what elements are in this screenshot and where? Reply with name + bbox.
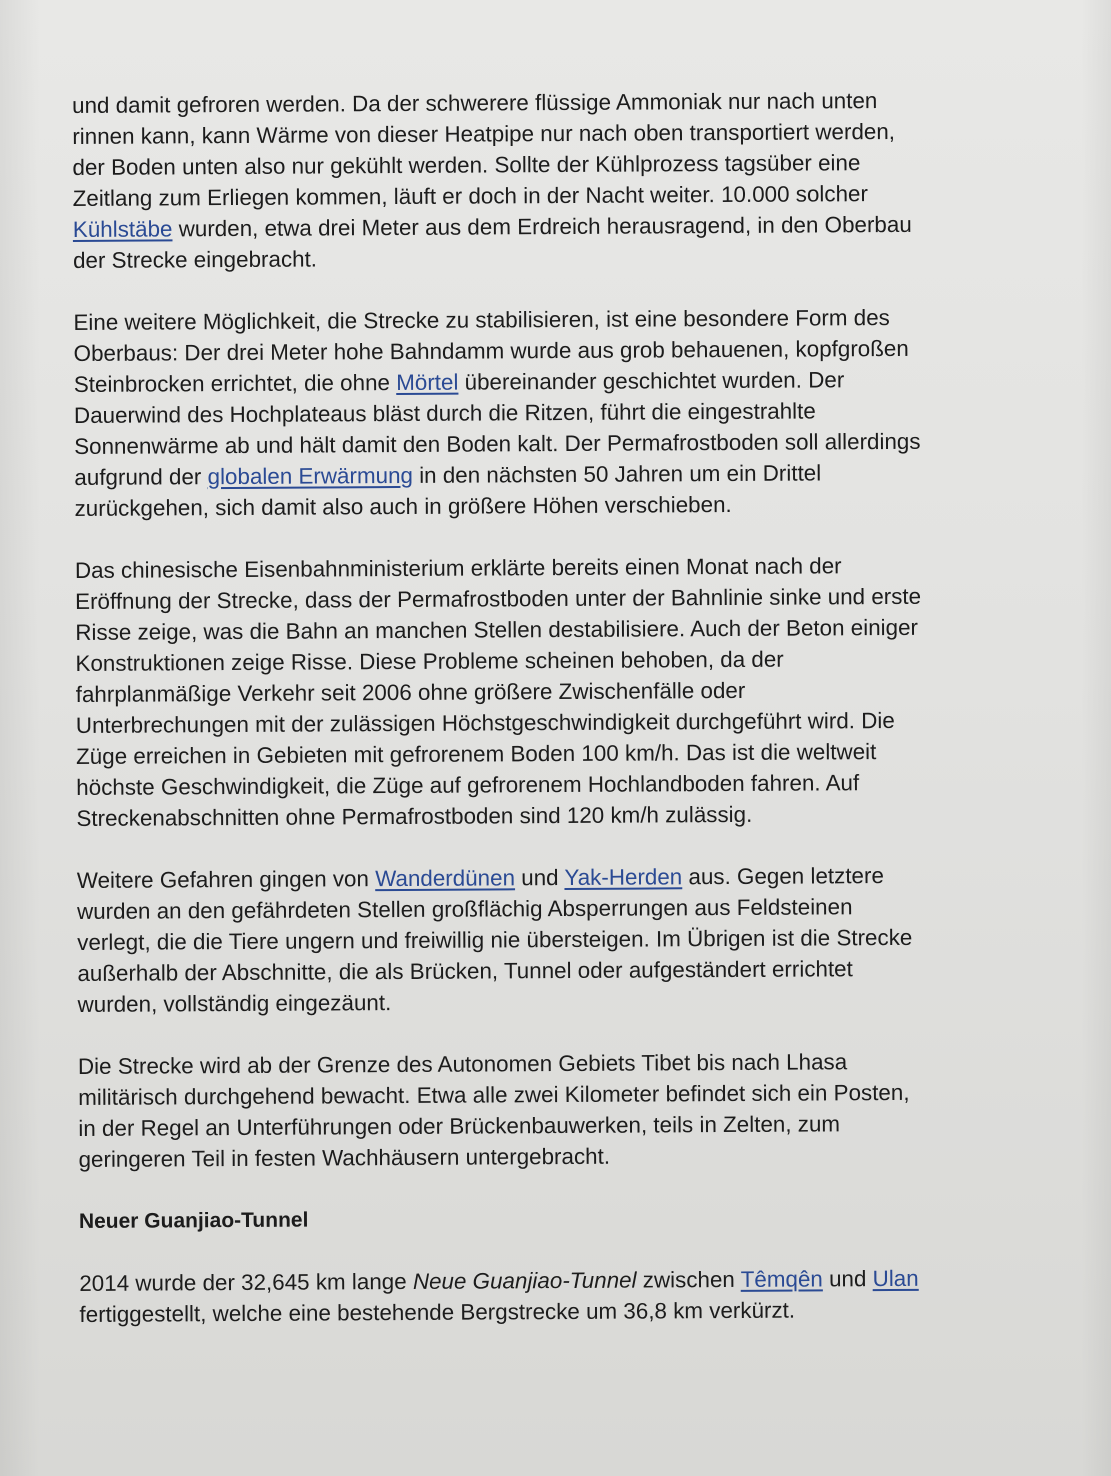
text-run: Konstruktionen zeige Risse. Diese Probleme scheinen behoben, da der <box>75 646 784 676</box>
text-run: geringeren Teil in festen Wachhäusern untergebracht. <box>78 1143 611 1172</box>
text-line <box>75 611 1060 648</box>
text-run: Weitere Gefahren gingen von <box>76 866 376 893</box>
paragraph <box>77 859 1063 1020</box>
link-yak-herden[interactable]: Yak-Herden <box>564 864 683 891</box>
text-run: in der Regel an Unterführungen oder Brückenbauwerken, teils in Zelten, zum <box>78 1111 841 1141</box>
text-run: Streckenabschnitten ohne Permafrostboden sind 120 km/h zulässig. <box>76 801 753 831</box>
text-run: verlegt, die die Tiere ungern und freiwillig nie übersteigen. Im Übrigen ist die Strecke <box>77 924 913 955</box>
text-run: der Boden unten also nur gekühlt werden. Sollte der Kühlprozess tagsüber eine <box>72 150 861 180</box>
link-wanderduenen[interactable]: Wanderdünen <box>375 865 516 892</box>
text-run: zwischen <box>636 1266 741 1293</box>
paragraph <box>75 549 1062 834</box>
text-run: höchste Geschwindigkeit, die Züge auf gefrorenem Hochlandboden fahren. Auf <box>76 770 860 800</box>
text-run: 2014 wurde der 32,645 km lange <box>79 1268 413 1296</box>
text-run: Steinbrocken errichtet, die ohne <box>73 370 397 397</box>
link-moertel[interactable]: Mörtel <box>396 369 459 396</box>
text-run: wurden an den gefährdeten Stellen großflächig Absperrungen aus Feldsteinen <box>76 894 853 924</box>
text-run: aus. Gegen letztere <box>682 863 884 890</box>
article-body <box>72 84 1065 1361</box>
text-run: Zeitlang zum Erliegen kommen, läuft er doch in der Nacht weiter. 10.000 solcher <box>72 181 869 211</box>
text-run: außerhalb der Abschnitte, die als Brücken, Tunnel oder aufgeständert errichtet <box>77 956 853 986</box>
text-run: und <box>514 865 565 891</box>
text-run: zurückgehen, sich damit also auch in größere Höhen verschieben. <box>74 491 732 521</box>
link-kuehlstaebe[interactable]: Kühlstäbe <box>72 216 173 242</box>
paragraph <box>72 84 1058 276</box>
text-run: wurden, etwa drei Meter aus dem Erdreich herausragend, in den Oberbau <box>172 211 912 242</box>
text-line <box>73 208 1058 245</box>
paragraph <box>73 301 1059 524</box>
section-heading: Neuer Guanjiao-Tunnel <box>78 1208 309 1233</box>
page-shadow-left <box>0 0 40 1476</box>
link-t-mq-n[interactable]: Têmqên <box>740 1266 823 1292</box>
text-run: Eine weitere Möglichkeit, die Strecke zu stabilisieren, ist eine besondere Form des <box>73 305 890 335</box>
text-line <box>74 425 1059 462</box>
text-run: Das chinesische Eisenbahnministerium erklärte bereits einen Monat nach der <box>74 553 842 583</box>
text-line <box>78 1138 1063 1175</box>
text-line <box>74 487 1059 524</box>
page-shadow-right <box>1081 0 1111 1476</box>
text-run: Sonnenwärme ab und hält damit den Boden kalt. Der Permafrostboden soll allerdings <box>74 428 921 459</box>
text-run: fertiggestellt, welche eine bestehende Bergstrecke um 36,8 km verkürzt. <box>79 1297 796 1327</box>
text-run: und damit gefroren werden. Da der schwerere flüssige Ammoniak nur nach unten <box>72 88 878 118</box>
text-run: fahrplanmäßige Verkehr seit 2006 ohne größere Zwischenfälle oder <box>75 677 746 707</box>
link-ulan[interactable]: Ulan <box>872 1265 919 1292</box>
text-run: aufgrund der <box>74 464 208 490</box>
text-run: Oberbaus: Der drei Meter hohe Bahndamm wurde aus grob behauenen, kopfgroßen <box>73 335 909 366</box>
text-run: Unterbrechungen mit der zulässigen Höchstgeschwindigkeit durchgeführt wird. Die <box>75 707 895 738</box>
text-run: wurden, vollständig eingezäunt. <box>77 990 392 1017</box>
text-run: und <box>822 1266 873 1292</box>
text-run: in den nächsten 50 Jahren um ein Drittel <box>412 460 822 488</box>
text-line <box>77 983 1062 1020</box>
link-globalen-erwaermung[interactable]: globalen Erwärmung <box>207 462 414 490</box>
paragraph <box>78 1045 1064 1175</box>
emphasis-text: Neue Guanjiao-Tunnel <box>412 1267 637 1294</box>
text-line <box>79 1293 1064 1330</box>
text-run: Eröffnung der Strecke, dass der Permafrostboden unter der Bahnlinie sinke und erste <box>75 583 922 614</box>
text-run: Dauerwind des Hochplateaus bläst durch die Ritzen, führt die eingestrahlte <box>73 398 816 428</box>
text-run: Züge erreichen in Gebieten mit gefrorenem Boden 100 km/h. Das ist die weltweit <box>75 739 877 769</box>
text-run: Die Strecke wird ab der Grenze des Autonomen Gebiets Tibet bis nach Lhasa <box>77 1049 848 1079</box>
text-run: übereinander geschichtet wurden. Der <box>458 367 845 395</box>
text-run: rinnen kann, kann Wärme von dieser Heatpipe nur nach oben transportiert werden, <box>72 118 896 149</box>
text-line <box>79 1262 1064 1299</box>
text-run: der Strecke eingebracht. <box>72 246 318 273</box>
text-line <box>76 797 1061 834</box>
text-line <box>73 239 1058 276</box>
text-run: militärisch durchgehend bewacht. Etwa alle zwei Kilometer befindet sich ein Posten, <box>78 1079 910 1110</box>
paragraph <box>79 1262 1064 1330</box>
text-run: Risse zeige, was die Bahn an manchen Stellen destabilisiere. Auch der Beton einiger <box>75 614 919 645</box>
